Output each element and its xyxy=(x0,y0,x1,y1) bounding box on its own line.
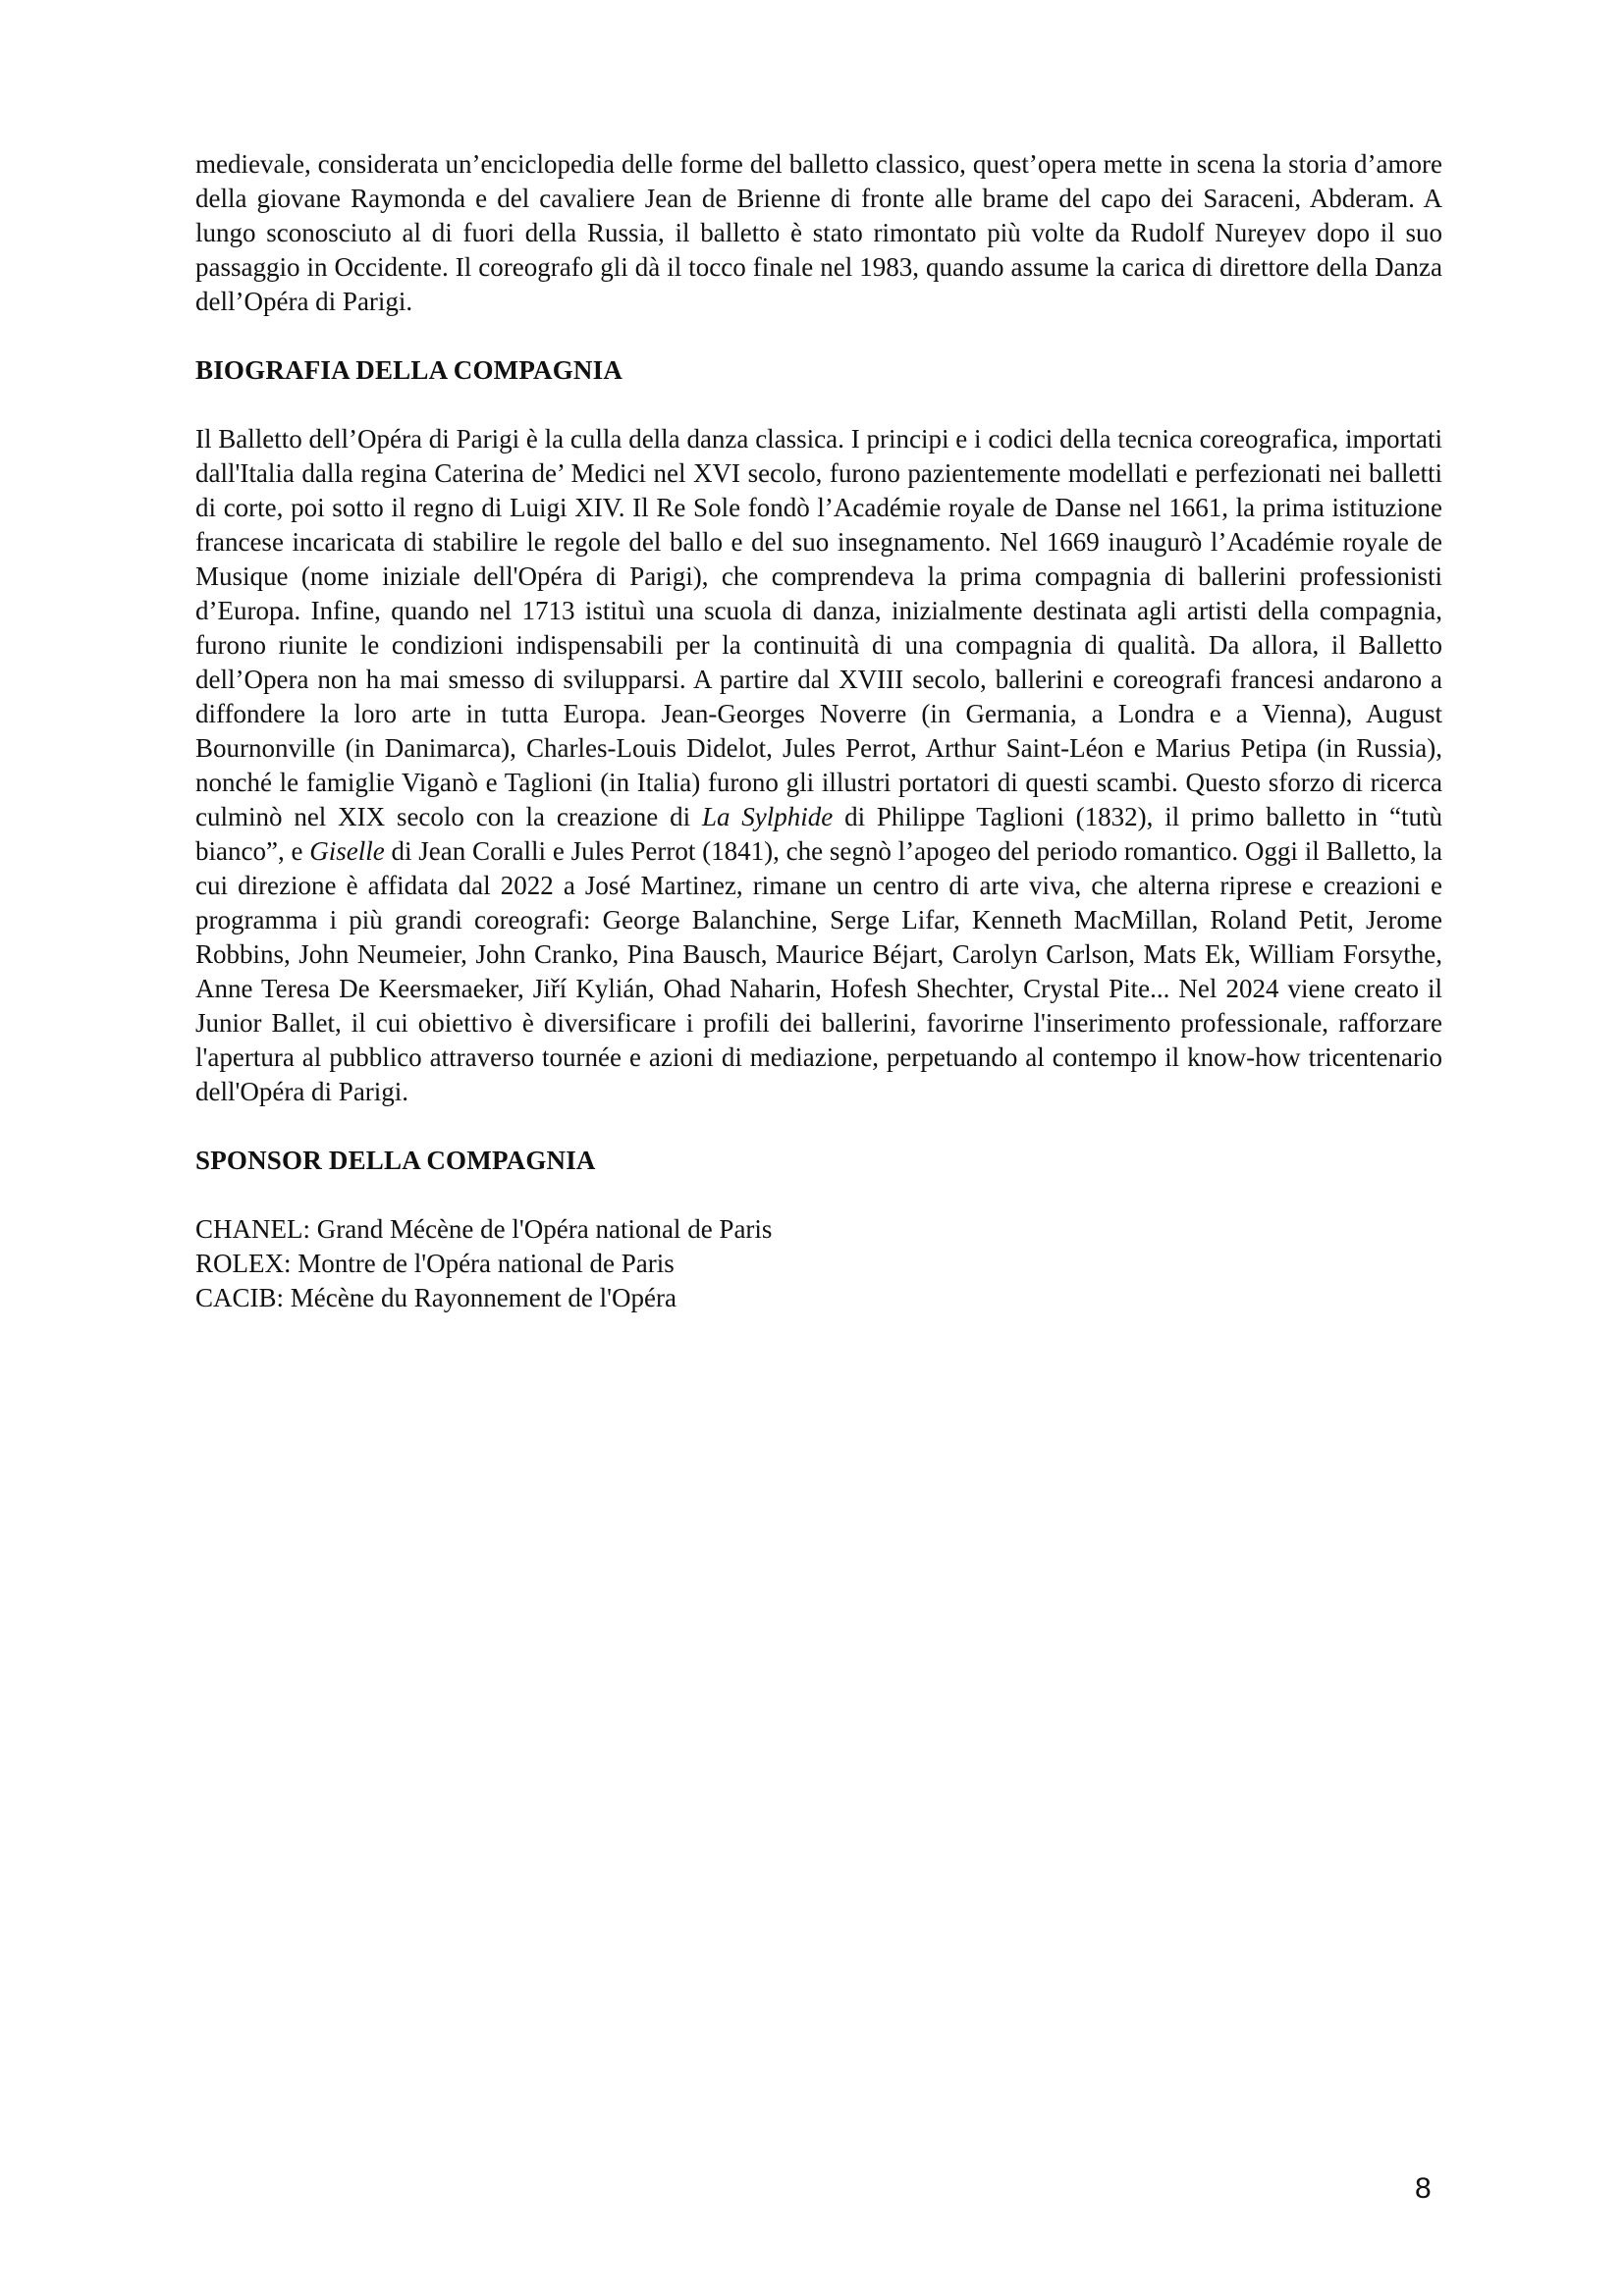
sponsor-list xyxy=(195,1212,1442,1315)
work-title-giselle: Giselle xyxy=(309,836,385,866)
sponsor-item-chanel: CHANEL: Grand Mécène de l'Opéra national de Paris xyxy=(195,1214,773,1244)
biography-text-part-3: di Jean Coralli e Jules Perrot (1841), che segnò l’apogeo del periodo romantico. Oggi il Balletto, la cui direzione è affidata dal 2022 a José Martinez, rimane un centro di arte viva, che alterna riprese e creazioni e programma i più grandi coreografi: George Balanchine, Serge Lifar, Kenneth MacMillan, Roland Petit, Jerome Robbins, John Neumeier, John Cranko, Pina Bausch, Maurice Béjart, Carolyn Carlson, Mats Ek, William Forsythe, Anne Teresa De Keersmaeker, Jiří Kylián, Ohad Naharin, Hofesh Shechter, Crystal Pite... Nel 2024 viene creato il Junior Ballet, il cui obiettivo è diversificare i profili dei ballerini, favorirne l'inserimento professionale, rafforzare l'apertura al pubblico attraverso tournée e azioni di mediazione, perpetuando al contempo il know-how tricentenario dell'Opéra di Parigi. xyxy=(195,836,1442,1106)
biography-paragraph xyxy=(195,422,1442,1109)
sponsors-heading: SPONSOR DELLA COMPAGNIA xyxy=(195,1146,596,1175)
sponsor-item-cacib: CACIB: Mécène du Rayonnement de l'Opéra xyxy=(195,1283,677,1312)
page-content xyxy=(195,147,1442,1315)
intro-paragraph: medievale, considerata un’enciclopedia delle forme del balletto classico, quest’opera mette in scena la storia d’amore della giovane Raymonda e del cavaliere Jean de Brienne di fronte alle brame del capo dei Saraceni, Abderam. A lungo sconosciuto al di fuori della Russia, il balletto è stato rimontato più volte da Rudolf Nureyev dopo il suo passaggio in Occidente. Il coreografo gli dà il tocco finale nel 1983, quando assume la carica di direttore della Danza dell’Opéra di Parigi. xyxy=(195,149,1442,316)
page-number: 8 xyxy=(1415,2172,1432,2205)
biography-text-part-1: Il Balletto dell’Opéra di Parigi è la culla della danza classica. I principi e i codici della tecnica coreografica, importati dall'Italia dalla regina Caterina de’ Medici nel XVI secolo, furono pazientemente modellati e perfezionati nei balletti di corte, poi sotto il regno di Luigi XIV. Il Re Sole fondò l’Académie royale de Danse nel 1661, la prima istituzione francese incaricata di stabilire le regole del ballo e del suo insegnamento. Nel 1669 inaugurò l’Académie royale de Musique (nome iniziale dell'Opéra di Parigi), che comprendeva la prima compagnia di ballerini professionisti d’Europa. Infine, quando nel 1713 istituì una scuola di danza, inizialmente destinata agli artisti della compagnia, furono riunite le condizioni indispensabili per la continuità di una compagnia di qualità. Da allora, il Balletto dell’Opera non ha mai smesso di svilupparsi. A partire dal XVIII secolo, ballerini e coreografi francesi andarono a diffondere la loro arte in tutta Europa. Jean-Georges Noverre (in Germania, a Londra e a Vienna), August Bournonville (in Danimarca), Charles-Louis Didelot, Jules Perrot, Arthur Saint-Léon e Marius Petipa (in Russia), nonché le famiglie Viganò e Taglioni (in Italia) furono gli illustri portatori di questi scambi. Questo sforzo di ricerca culminò nel XIX secolo con la creazione di xyxy=(195,424,1442,831)
biography-heading: BIOGRAFIA DELLA COMPAGNIA xyxy=(195,355,623,385)
biography-text-part-2: di Philippe Taglioni (1832), il primo balletto in “tutù bianco”, e xyxy=(195,802,1442,866)
work-title-la-sylphide: La Sylphide xyxy=(701,802,834,831)
sponsor-item-rolex: ROLEX: Montre de l'Opéra national de Paris xyxy=(195,1249,675,1278)
